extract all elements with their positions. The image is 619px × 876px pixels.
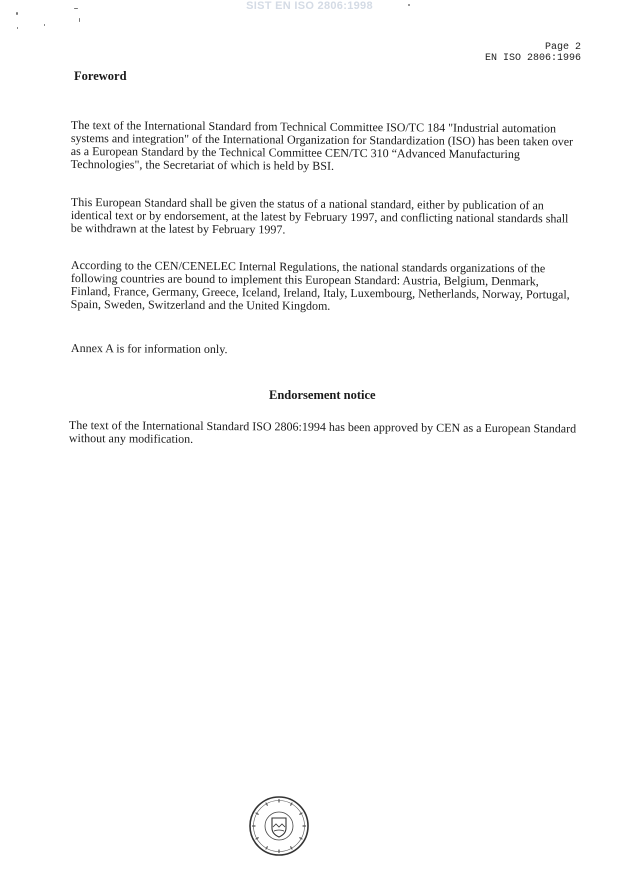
scan-speck <box>79 18 80 22</box>
watermark: SIST EN ISO 2806:1998 <box>246 0 373 12</box>
foreword-paragraph-4: Annex A is for information only. <box>70 341 228 357</box>
scan-speck <box>17 27 18 29</box>
endorsement-heading: Endorsement notice <box>269 388 376 402</box>
scan-speck <box>16 12 18 15</box>
foreword-paragraph-1: The text of the International Standard from Technical Committee ISO/TC 184 "Industrial automation systems and integration" of the International Organization for Standardization (ISO) has been taken over as a European Standard by the Technical Committee CEN/TC 310 “Advanced Manufacturing Technologies", the Secretariat of which is held by BSI. <box>70 118 574 173</box>
page-number: Page 2 <box>544 42 581 53</box>
foreword-paragraph-3: According to the CEN/CENELEC Internal Regulations, the national standards organizations of the following countries are bound to implement this European Standard: Austria, Belgium, Denmark, Finland, France, Germany, Greece, Iceland, Ireland, Italy, Luxembourg, Netherlands, Norway, Portugal, Spain, Sweden, Switzerland and the United Kingdom. <box>70 258 570 313</box>
document-code: EN ISO 2806:1996 <box>484 53 581 64</box>
page-header <box>485 42 581 64</box>
scan-speck <box>408 4 410 6</box>
official-seal-icon <box>248 795 310 857</box>
endorsement-text: The text of the International Standard ISO 2806:1994 has been approved by CEN as a European Standard without any modification. <box>68 418 577 446</box>
scan-speck <box>74 8 78 9</box>
foreword-heading: Foreword <box>74 69 127 83</box>
foreword-paragraph-2: This European Standard shall be given the status of a national standard, either by publication of an identical text or by endorsement, at the latest by February 1997, and conflicting national standards shall be withdrawn at the latest by February 1997. <box>70 195 569 237</box>
scan-speck <box>44 24 45 26</box>
